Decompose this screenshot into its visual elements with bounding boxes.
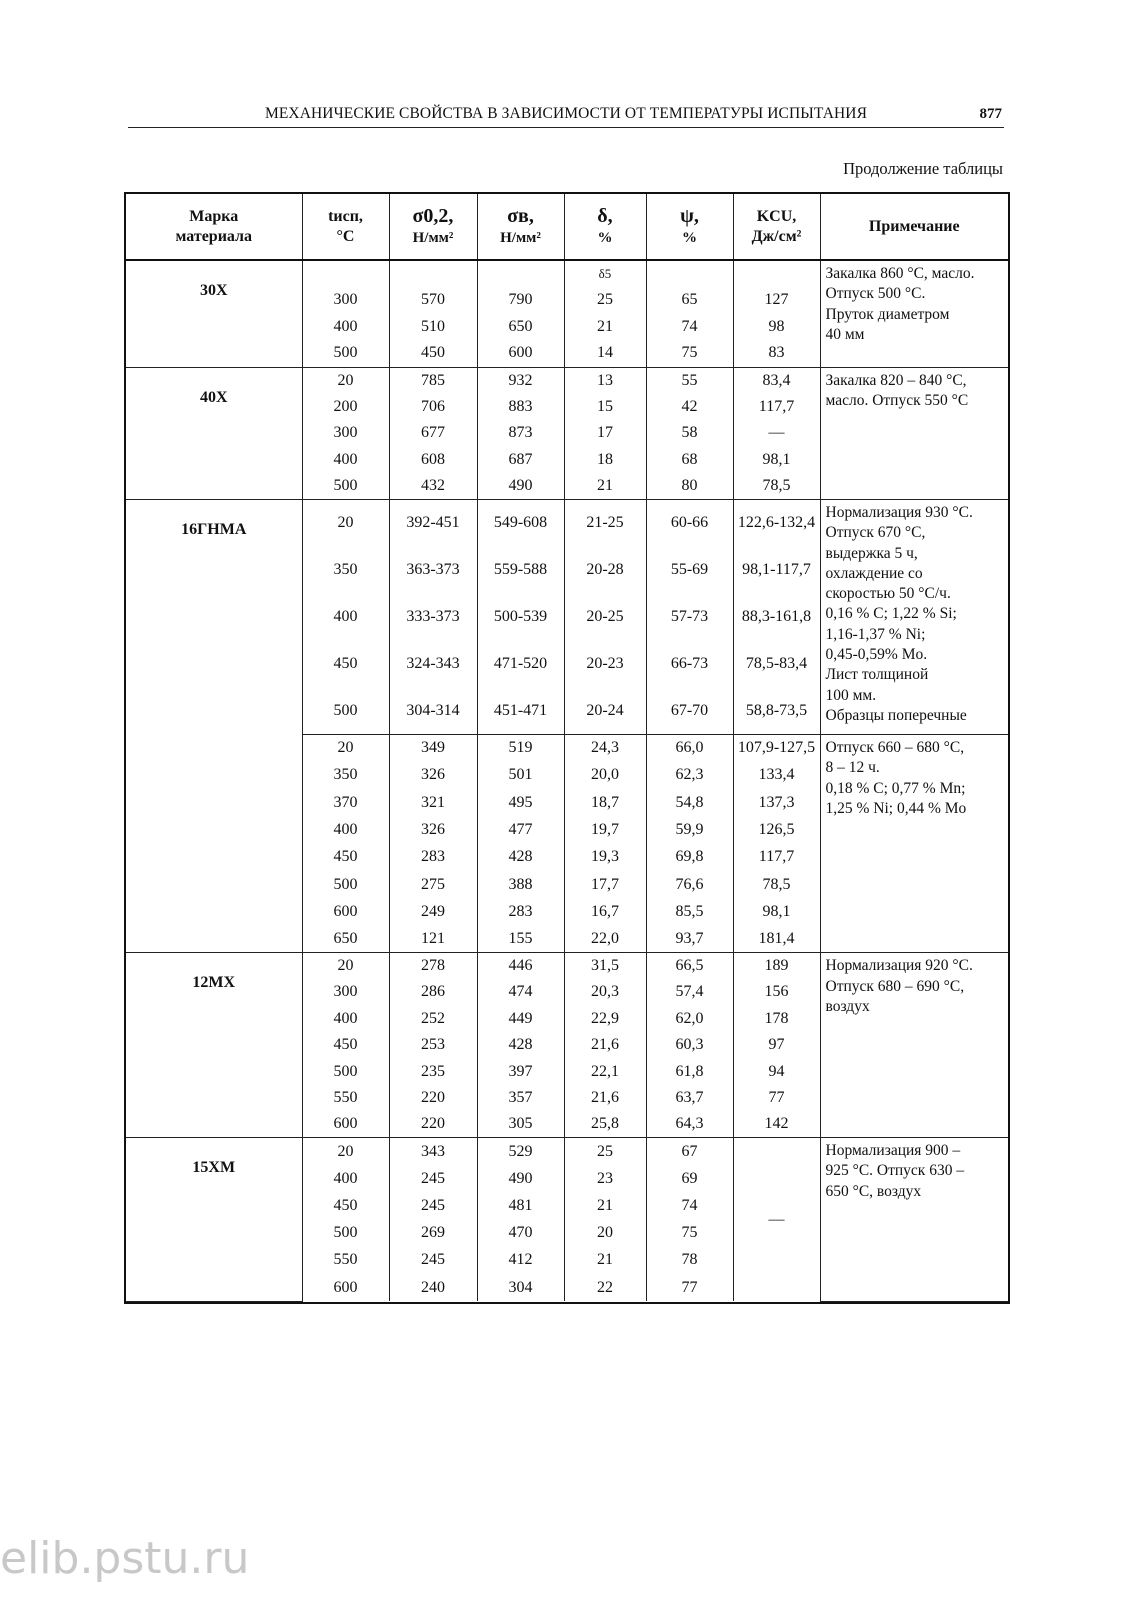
reduction-cell: 93,7: [646, 926, 733, 953]
reduction-cell: 76,6: [646, 871, 733, 898]
reduction-cell: 60-66: [646, 500, 733, 547]
impact-cell: 117,7: [733, 844, 820, 871]
tensile-cell: 490: [477, 1165, 564, 1192]
col-header-impact: KCU, Дж/см²: [733, 194, 820, 260]
impact-cell: 88,3-161,8: [733, 594, 820, 641]
table-row: [126, 953, 1008, 979]
note-line: 925 °С. Отпуск 630 –: [825, 1162, 965, 1180]
yield-cell: 677: [389, 420, 477, 447]
tensile-cell: 470: [477, 1220, 564, 1247]
temp-cell: 400: [302, 313, 389, 340]
impact-cell: 189: [733, 953, 820, 979]
elongation-cell: 17: [564, 420, 646, 447]
elongation-cell: 20-25: [564, 594, 646, 641]
empty-cell: [389, 260, 477, 286]
temp-cell: 300: [302, 420, 389, 447]
impact-cell: 178: [733, 1006, 820, 1032]
impact-cell: 122,6-132,4: [733, 500, 820, 547]
tensile-cell: 446: [477, 953, 564, 979]
grade-cell: [126, 500, 302, 953]
elongation-cell: 17,7: [564, 871, 646, 898]
table-row: [126, 500, 1008, 547]
impact-cell: 98,1-117,7: [733, 547, 820, 594]
tensile-cell: 305: [477, 1111, 564, 1137]
table-row: [126, 367, 1008, 394]
yield-cell: 121: [389, 926, 477, 953]
col-header-elongation: δ, %: [564, 194, 646, 260]
elongation-cell: 31,5: [564, 953, 646, 979]
col-header-reduction: ψ, %: [646, 194, 733, 260]
tensile-cell: 883: [477, 394, 564, 421]
note-line: 0,18 % С; 0,77 % Mn;: [825, 779, 966, 797]
col-header-note: Примечание: [820, 194, 1008, 260]
col-header-tensile-strength: σв, Н/мм²: [477, 194, 564, 260]
temp-cell: 20: [302, 953, 389, 979]
tensile-cell: 428: [477, 1032, 564, 1058]
impact-cell: 94: [733, 1058, 820, 1084]
page-number: 877: [979, 106, 1002, 122]
tensile-cell: 304: [477, 1274, 564, 1301]
properties-table: [124, 192, 1010, 1304]
reduction-cell: 63,7: [646, 1085, 733, 1111]
elongation-cell: 25: [564, 1138, 646, 1165]
impact-cell: 83,4: [733, 367, 820, 394]
tensile-cell: 500-539: [477, 594, 564, 641]
reduction-cell: 65: [646, 286, 733, 313]
yield-cell: 240: [389, 1274, 477, 1301]
yield-cell: 245: [389, 1165, 477, 1192]
note-line: Пруток диаметром: [825, 305, 950, 323]
table-header-row: [126, 194, 1008, 260]
impact-cell: 97: [733, 1032, 820, 1058]
reduction-cell: 64,3: [646, 1111, 733, 1137]
yield-cell: 706: [389, 394, 477, 421]
grade-cell: [126, 1138, 302, 1302]
temp-cell: 350: [302, 762, 389, 789]
watermark: elib.pstu.ru: [0, 1533, 250, 1584]
tensile-cell: 428: [477, 844, 564, 871]
tensile-cell: 932: [477, 367, 564, 394]
note-line: 1,25 % Ni; 0,44 % Mo: [825, 799, 967, 817]
tensile-cell: 474: [477, 979, 564, 1005]
yield-cell: 253: [389, 1032, 477, 1058]
temp-cell: 500: [302, 473, 389, 500]
yield-cell: 450: [389, 340, 477, 367]
tensile-cell: 477: [477, 816, 564, 843]
elongation-cell: 22,0: [564, 926, 646, 953]
elongation-cell: 14: [564, 340, 646, 367]
elongation-basis-marker: δ5: [564, 260, 646, 286]
tensile-cell: 559-588: [477, 547, 564, 594]
temp-cell: 500: [302, 340, 389, 367]
yield-cell: 220: [389, 1111, 477, 1137]
temp-cell: 400: [302, 1006, 389, 1032]
tensile-cell: 449: [477, 1006, 564, 1032]
tensile-cell: 412: [477, 1247, 564, 1274]
elongation-cell: 20: [564, 1220, 646, 1247]
impact-cell: 77: [733, 1085, 820, 1111]
temp-cell: 20: [302, 367, 389, 394]
col-header-yield-strength: σ0,2, Н/мм²: [389, 194, 477, 260]
reduction-cell: 69: [646, 1165, 733, 1192]
note-line: 8 – 12 ч.: [825, 759, 880, 777]
elongation-cell: 20-28: [564, 547, 646, 594]
impact-cell: 98,1: [733, 447, 820, 474]
temp-cell: 600: [302, 898, 389, 925]
tensile-cell: 873: [477, 420, 564, 447]
elongation-cell: 21: [564, 1247, 646, 1274]
note-line: Закалка 820 – 840 °С,: [825, 371, 967, 389]
reduction-cell: 78: [646, 1247, 733, 1274]
note-line: Лист толщиной: [825, 666, 929, 684]
temp-cell: 350: [302, 547, 389, 594]
temp-cell: 400: [302, 594, 389, 641]
impact-cell: 127: [733, 286, 820, 313]
yield-cell: 343: [389, 1138, 477, 1165]
elongation-cell: 18: [564, 447, 646, 474]
running-header: [128, 104, 1004, 128]
reduction-cell: 74: [646, 1192, 733, 1219]
reduction-cell: 42: [646, 394, 733, 421]
impact-cell: 98: [733, 313, 820, 340]
reduction-cell: 69,8: [646, 844, 733, 871]
reduction-cell: 66,5: [646, 953, 733, 979]
temp-cell: 550: [302, 1085, 389, 1111]
yield-cell: 283: [389, 844, 477, 871]
note-line: Нормализация 930 °С.: [825, 504, 973, 521]
elongation-cell: 20-23: [564, 641, 646, 688]
elongation-cell: 13: [564, 367, 646, 394]
impact-cell: 83: [733, 340, 820, 367]
yield-cell: 392-451: [389, 500, 477, 547]
elongation-cell: 22: [564, 1274, 646, 1301]
tensile-cell: 388: [477, 871, 564, 898]
note-line: Образцы поперечные: [825, 706, 967, 724]
yield-cell: 304-314: [389, 688, 477, 735]
yield-cell: 275: [389, 871, 477, 898]
note-line: выдержка 5 ч,: [825, 544, 918, 562]
elongation-cell: 19,7: [564, 816, 646, 843]
impact-cell: 107,9-127,5: [733, 735, 820, 762]
note-cell: [820, 367, 1008, 500]
tensile-cell: 687: [477, 447, 564, 474]
reduction-cell: 54,8: [646, 789, 733, 816]
temp-cell: 500: [302, 1058, 389, 1084]
grade-name: 30Х: [199, 282, 228, 299]
temp-cell: 400: [302, 1165, 389, 1192]
note-line: Закалка 860 °С, масло.: [825, 265, 975, 282]
elongation-cell: 23: [564, 1165, 646, 1192]
yield-cell: 220: [389, 1085, 477, 1111]
reduction-cell: 67: [646, 1138, 733, 1165]
yield-cell: 333-373: [389, 594, 477, 641]
tensile-cell: 501: [477, 762, 564, 789]
elongation-cell: 19,3: [564, 844, 646, 871]
impact-cell: 126,5: [733, 816, 820, 843]
temp-cell: 400: [302, 447, 389, 474]
impact-cell: 156: [733, 979, 820, 1005]
impact-cell: 142: [733, 1111, 820, 1137]
impact-cell: 137,3: [733, 789, 820, 816]
note-cell: [820, 260, 1008, 367]
elongation-cell: 15: [564, 394, 646, 421]
reduction-cell: 62,0: [646, 1006, 733, 1032]
yield-cell: 252: [389, 1006, 477, 1032]
col-header-temperature: tисп, °С: [302, 194, 389, 260]
table-row: [126, 260, 1008, 286]
elongation-cell: 18,7: [564, 789, 646, 816]
elongation-cell: 22,1: [564, 1058, 646, 1084]
col-header-grade: Марка материала: [126, 194, 302, 260]
note-line: Отпуск 680 – 690 °С,: [825, 977, 965, 995]
note-line: масло. Отпуск 550 °С: [825, 391, 969, 409]
elongation-cell: 21,6: [564, 1032, 646, 1058]
note-line: охлаждение со: [825, 564, 923, 582]
reduction-cell: 57,4: [646, 979, 733, 1005]
tensile-cell: 490: [477, 473, 564, 500]
note-cell: [820, 953, 1008, 1138]
tensile-cell: 529: [477, 1138, 564, 1165]
temp-cell: 550: [302, 1247, 389, 1274]
impact-cell: 58,8-73,5: [733, 688, 820, 735]
note-line: 650 °С, воздух: [825, 1182, 922, 1200]
tensile-cell: 519: [477, 735, 564, 762]
empty-cell: [646, 260, 733, 286]
running-header-title: МЕХАНИЧЕСКИЕ СВОЙСТВА В ЗАВИСИМОСТИ ОТ ТЕМПЕРАТУРЫ ИСПЫТАНИЯ: [264, 105, 868, 122]
temp-cell: 600: [302, 1274, 389, 1301]
note-cell: [820, 1138, 1008, 1302]
reduction-cell: 75: [646, 1220, 733, 1247]
reduction-cell: 60,3: [646, 1032, 733, 1058]
yield-cell: 269: [389, 1220, 477, 1247]
yield-cell: 785: [389, 367, 477, 394]
elongation-cell: 20-24: [564, 688, 646, 735]
tensile-cell: 451-471: [477, 688, 564, 735]
elongation-cell: 25: [564, 286, 646, 313]
reduction-cell: 55-69: [646, 547, 733, 594]
reduction-cell: 77: [646, 1274, 733, 1301]
reduction-cell: 59,9: [646, 816, 733, 843]
tensile-cell: 790: [477, 286, 564, 313]
note-line: Отпуск 660 – 680 °С,: [825, 739, 965, 756]
empty-cell: [477, 260, 564, 286]
table-row: [126, 1138, 1008, 1165]
impact-cell: 78,5: [733, 871, 820, 898]
impact-cell: 78,5: [733, 473, 820, 500]
elongation-cell: 21-25: [564, 500, 646, 547]
elongation-cell: 21: [564, 313, 646, 340]
yield-cell: 286: [389, 979, 477, 1005]
elongation-cell: 22,9: [564, 1006, 646, 1032]
note-cell: [820, 735, 1008, 953]
temp-cell: 20: [302, 1138, 389, 1165]
reduction-cell: 57-73: [646, 594, 733, 641]
impact-cell: 98,1: [733, 898, 820, 925]
reduction-cell: 62,3: [646, 762, 733, 789]
reduction-cell: 55: [646, 367, 733, 394]
temp-cell: 300: [302, 979, 389, 1005]
temp-cell: 200: [302, 394, 389, 421]
temp-cell: 400: [302, 816, 389, 843]
elongation-cell: 25,8: [564, 1111, 646, 1137]
reduction-cell: 66-73: [646, 641, 733, 688]
temp-cell: 450: [302, 844, 389, 871]
tensile-cell: 155: [477, 926, 564, 953]
temp-cell: 650: [302, 926, 389, 953]
reduction-cell: 68: [646, 447, 733, 474]
reduction-cell: 66,0: [646, 735, 733, 762]
reduction-cell: 58: [646, 420, 733, 447]
tensile-cell: 397: [477, 1058, 564, 1084]
impact-cell: —: [733, 420, 820, 447]
temp-cell: 370: [302, 789, 389, 816]
note-line: воздух: [825, 997, 870, 1015]
elongation-cell: 20,0: [564, 762, 646, 789]
grade-cell: [126, 953, 302, 1138]
temp-cell: 450: [302, 1032, 389, 1058]
temp-cell: 450: [302, 641, 389, 688]
yield-cell: 321: [389, 789, 477, 816]
impact-cell: 78,5-83,4: [733, 641, 820, 688]
reduction-cell: 61,8: [646, 1058, 733, 1084]
temp-cell: 500: [302, 1220, 389, 1247]
temp-cell: 20: [302, 735, 389, 762]
impact-cell: —: [733, 1138, 820, 1302]
note-line: 0,45-0,59% Mo.: [825, 646, 928, 664]
note-line: Отпуск 670 °С,: [825, 524, 926, 542]
empty-cell: [302, 260, 389, 286]
tensile-cell: 357: [477, 1085, 564, 1111]
note-cell: [820, 500, 1008, 735]
grade-cell: [126, 367, 302, 500]
yield-cell: 326: [389, 762, 477, 789]
yield-cell: 245: [389, 1192, 477, 1219]
grade-cell: [126, 260, 302, 367]
grade-name: 12МХ: [192, 974, 236, 992]
temp-cell: 450: [302, 1192, 389, 1219]
reduction-cell: 75: [646, 340, 733, 367]
yield-cell: 570: [389, 286, 477, 313]
note-line: Отпуск 500 °С.: [825, 285, 926, 303]
yield-cell: 432: [389, 473, 477, 500]
note-line: 0,16 % С; 1,22 % Si;: [825, 605, 957, 623]
yield-cell: 324-343: [389, 641, 477, 688]
temp-cell: 500: [302, 688, 389, 735]
temp-cell: 600: [302, 1111, 389, 1137]
grade-name: 16ГНМА: [181, 521, 247, 538]
grade-name: 40Х: [199, 388, 228, 406]
tensile-cell: 471-520: [477, 641, 564, 688]
impact-cell: 133,4: [733, 762, 820, 789]
yield-cell: 363-373: [389, 547, 477, 594]
impact-cell: 181,4: [733, 926, 820, 953]
note-line: 40 мм: [825, 325, 865, 343]
note-line: Нормализация 900 –: [825, 1142, 961, 1160]
reduction-cell: 74: [646, 313, 733, 340]
elongation-cell: 21: [564, 1192, 646, 1219]
tensile-cell: 650: [477, 313, 564, 340]
yield-cell: 510: [389, 313, 477, 340]
yield-cell: 245: [389, 1247, 477, 1274]
impact-cell: 117,7: [733, 394, 820, 421]
yield-cell: 326: [389, 816, 477, 843]
grade-name: 15ХМ: [192, 1159, 236, 1177]
elongation-cell: 20,3: [564, 979, 646, 1005]
properties-table-grid: [126, 194, 1008, 1302]
note-line: скоростью 50 °С/ч.: [825, 585, 951, 603]
elongation-cell: 21,6: [564, 1085, 646, 1111]
yield-cell: 235: [389, 1058, 477, 1084]
tensile-cell: 600: [477, 340, 564, 367]
note-line: Нормализация 920 °С.: [825, 957, 973, 975]
empty-cell: [733, 260, 820, 286]
reduction-cell: 80: [646, 473, 733, 500]
reduction-cell: 67-70: [646, 688, 733, 735]
elongation-cell: 21: [564, 473, 646, 500]
note-line: 1,16-1,37 % Ni;: [825, 625, 926, 643]
note-line: 100 мм.: [825, 686, 877, 704]
yield-cell: 249: [389, 898, 477, 925]
yield-cell: 608: [389, 447, 477, 474]
temp-cell: 300: [302, 286, 389, 313]
tensile-cell: 481: [477, 1192, 564, 1219]
temp-cell: 500: [302, 871, 389, 898]
reduction-cell: 85,5: [646, 898, 733, 925]
temp-cell: 20: [302, 500, 389, 547]
table-continuation-caption: Продолжение таблицы: [843, 159, 1003, 178]
tensile-cell: 283: [477, 898, 564, 925]
tensile-cell: 495: [477, 789, 564, 816]
elongation-cell: 24,3: [564, 735, 646, 762]
elongation-cell: 16,7: [564, 898, 646, 925]
yield-cell: 349: [389, 735, 477, 762]
yield-cell: 278: [389, 953, 477, 979]
tensile-cell: 549-608: [477, 500, 564, 547]
table-body: [126, 260, 1008, 1301]
